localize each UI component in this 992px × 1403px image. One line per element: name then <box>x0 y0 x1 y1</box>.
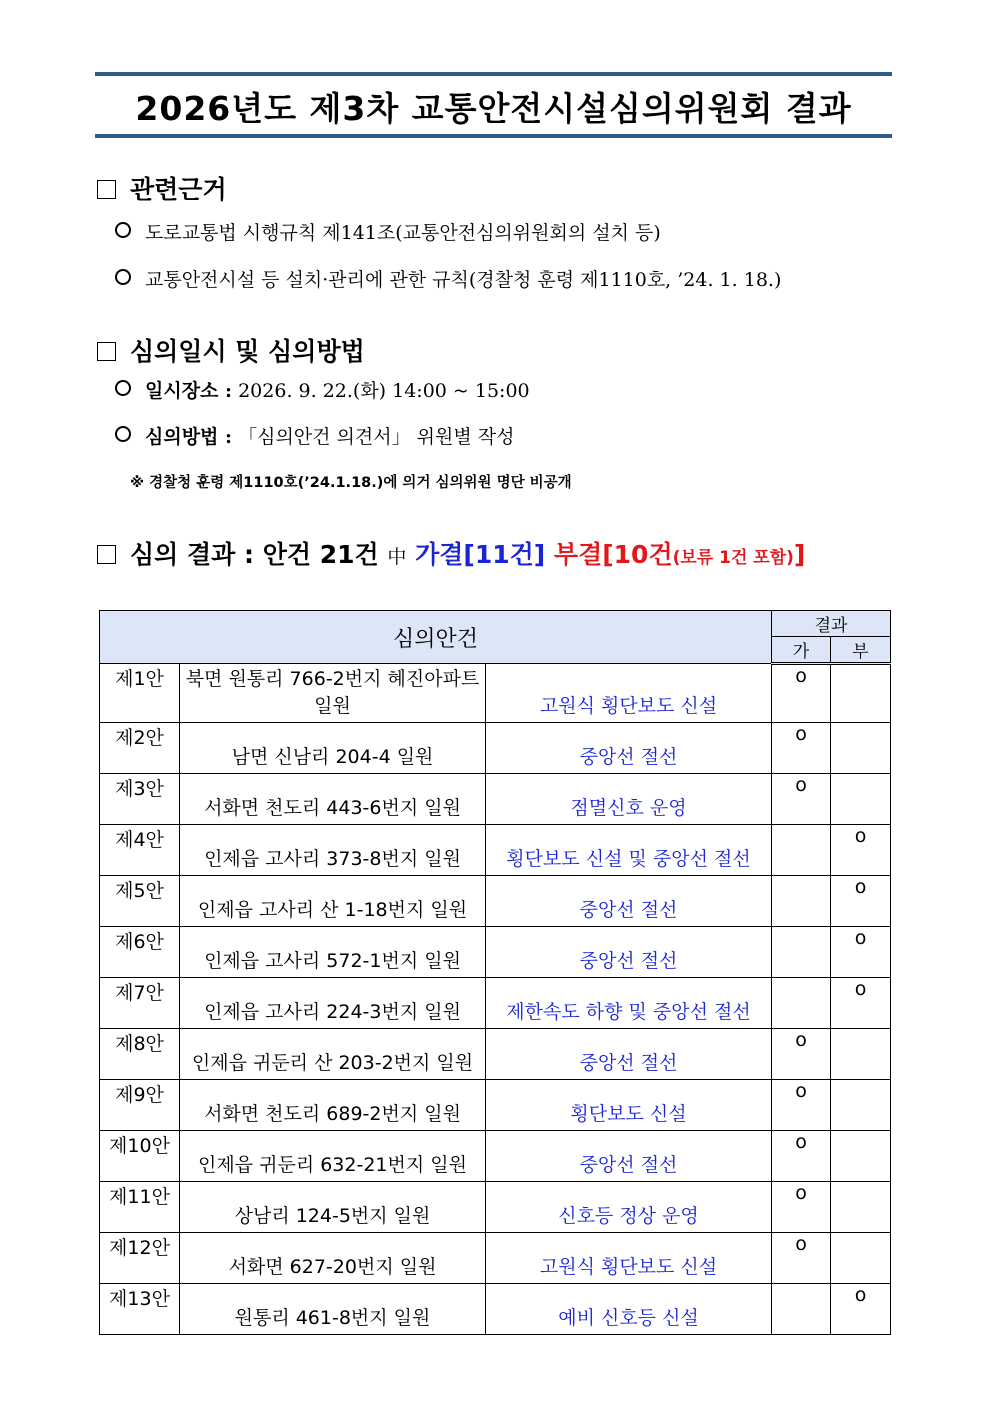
table-row <box>100 978 891 1029</box>
row-yes-mark: o <box>772 1080 831 1131</box>
section-basis-heading <box>97 170 227 206</box>
result-rejected-close: ] <box>793 540 806 569</box>
row-no-mark <box>831 1080 891 1131</box>
basis-item-1-text: 도로교통법 시행규칙 제141조(교통안전심의위원회의 설치 등) <box>145 222 661 244</box>
row-action: 고원식 횡단보도 신설 <box>486 664 772 723</box>
checkbox-square-icon <box>97 545 116 564</box>
row-location: 인제읍 귀둔리 632-21번지 일원 <box>180 1131 486 1182</box>
row-action: 예비 신호등 신설 <box>486 1284 772 1335</box>
row-number: 제13안 <box>100 1284 180 1335</box>
row-location: 서화면 627-20번지 일원 <box>180 1233 486 1284</box>
checkbox-square-icon <box>97 180 116 199</box>
table-row <box>100 927 891 978</box>
row-action: 중앙선 절선 <box>486 1131 772 1182</box>
section-basis-title: 관련근거 <box>130 175 227 204</box>
table-header-agenda: 심의안건 <box>100 611 772 664</box>
row-yes-mark: o <box>772 723 831 774</box>
row-number: 제8안 <box>100 1029 180 1080</box>
table-row <box>100 1182 891 1233</box>
row-action: 중앙선 절선 <box>486 876 772 927</box>
row-yes-mark <box>772 978 831 1029</box>
basis-item-2-text: 교통안전시설 등 설치·관리에 관한 규칙(경찰청 훈령 제1110호, ’24. 1. 18.) <box>145 269 782 291</box>
row-yes-mark: o <box>772 1131 831 1182</box>
datetime-label: 일시장소 : <box>145 380 233 402</box>
row-number: 제12안 <box>100 1233 180 1284</box>
section-result-title: 심의 결과 : 안건 21건 <box>130 540 379 569</box>
row-number: 제5안 <box>100 876 180 927</box>
row-number: 제11안 <box>100 1182 180 1233</box>
section-result-heading <box>97 535 805 571</box>
table-header-result: 결과 <box>772 611 891 637</box>
row-location: 인제읍 고사리 373-8번지 일원 <box>180 825 486 876</box>
row-location: 상남리 124-5번지 일원 <box>180 1182 486 1233</box>
row-no-mark <box>831 723 891 774</box>
row-yes-mark <box>772 1284 831 1335</box>
row-yes-mark <box>772 825 831 876</box>
title-banner <box>95 72 892 138</box>
table-row <box>100 664 891 723</box>
result-passed: 가결[11건] <box>415 540 546 569</box>
table-row <box>100 1080 891 1131</box>
row-action: 중앙선 절선 <box>486 927 772 978</box>
row-yes-mark <box>772 927 831 978</box>
row-action: 신호등 정상 운영 <box>486 1182 772 1233</box>
row-location: 북면 원통리 766-2번지 혜진아파트 일원 <box>180 664 486 723</box>
bullet-circle-icon <box>115 426 131 442</box>
basis-item-2 <box>115 265 781 292</box>
row-no-mark <box>831 1233 891 1284</box>
table-row <box>100 723 891 774</box>
row-yes-mark: o <box>772 774 831 825</box>
result-rejected-note: (보류 1건 포함) <box>672 548 794 568</box>
row-no-mark <box>831 1182 891 1233</box>
table-row <box>100 1284 891 1335</box>
section-schedule-title: 심의일시 및 심의방법 <box>130 337 365 366</box>
row-action: 제한속도 하향 및 중앙선 절선 <box>486 978 772 1029</box>
row-no-mark: o <box>831 876 891 927</box>
row-number: 제9안 <box>100 1080 180 1131</box>
table-body <box>100 664 891 1335</box>
row-number: 제6안 <box>100 927 180 978</box>
row-location: 남면 신남리 204-4 일원 <box>180 723 486 774</box>
row-action: 횡단보도 신설 및 중앙선 절선 <box>486 825 772 876</box>
row-location: 인제읍 고사리 224-3번지 일원 <box>180 978 486 1029</box>
row-location: 인제읍 고사리 산 1-18번지 일원 <box>180 876 486 927</box>
row-no-mark <box>831 774 891 825</box>
row-action: 횡단보도 신설 <box>486 1080 772 1131</box>
page-title: 2026년도 제3차 교통안전시설심의위원회 결과 <box>135 89 852 128</box>
row-action: 중앙선 절선 <box>486 723 772 774</box>
row-yes-mark: o <box>772 1029 831 1080</box>
row-no-mark: o <box>831 825 891 876</box>
row-no-mark <box>831 1029 891 1080</box>
row-no-mark: o <box>831 1284 891 1335</box>
bullet-circle-icon <box>115 269 131 285</box>
row-yes-mark: o <box>772 664 831 723</box>
row-yes-mark: o <box>772 1182 831 1233</box>
checkbox-square-icon <box>97 342 116 361</box>
bullet-circle-icon <box>115 380 131 396</box>
row-no-mark <box>831 1131 891 1182</box>
row-location: 서화면 천도리 689-2번지 일원 <box>180 1080 486 1131</box>
row-no-mark: o <box>831 927 891 978</box>
row-action: 점멸신호 운영 <box>486 774 772 825</box>
schedule-method <box>115 422 514 449</box>
row-yes-mark <box>772 876 831 927</box>
row-number: 제10안 <box>100 1131 180 1182</box>
table-header-yes: 가 <box>772 637 831 664</box>
row-no-mark <box>831 664 891 723</box>
schedule-note: ※ 경찰청 훈령 제1110호(’24.1.18.)에 의거 심의위원 명단 비공개 <box>130 475 572 491</box>
row-number: 제7안 <box>100 978 180 1029</box>
row-location: 원통리 461-8번지 일원 <box>180 1284 486 1335</box>
method-value: 「심의안건 의견서」 위원별 작성 <box>238 426 515 448</box>
row-number: 제2안 <box>100 723 180 774</box>
table-row <box>100 1029 891 1080</box>
schedule-datetime <box>115 376 530 403</box>
table-row <box>100 825 891 876</box>
table-row <box>100 774 891 825</box>
basis-item-1 <box>115 218 661 245</box>
section-schedule-heading <box>97 332 365 368</box>
row-number: 제1안 <box>100 664 180 723</box>
row-no-mark: o <box>831 978 891 1029</box>
result-table <box>99 610 891 1335</box>
table-row <box>100 1131 891 1182</box>
row-number: 제3안 <box>100 774 180 825</box>
row-number: 제4안 <box>100 825 180 876</box>
table-header-no: 부 <box>831 637 891 664</box>
table-row <box>100 876 891 927</box>
row-location: 서화면 천도리 443-6번지 일원 <box>180 774 486 825</box>
row-action: 중앙선 절선 <box>486 1029 772 1080</box>
datetime-value: 2026. 9. 22.(화) 14:00 ~ 15:00 <box>238 380 530 402</box>
row-yes-mark: o <box>772 1233 831 1284</box>
result-middle-text: 中 <box>387 546 407 568</box>
row-location: 인제읍 귀둔리 산 203-2번지 일원 <box>180 1029 486 1080</box>
method-label: 심의방법 : <box>145 426 233 448</box>
result-rejected: 부결[10건 <box>553 540 673 569</box>
row-location: 인제읍 고사리 572-1번지 일원 <box>180 927 486 978</box>
row-action: 고원식 횡단보도 신설 <box>486 1233 772 1284</box>
bullet-circle-icon <box>115 222 131 238</box>
table-row <box>100 1233 891 1284</box>
